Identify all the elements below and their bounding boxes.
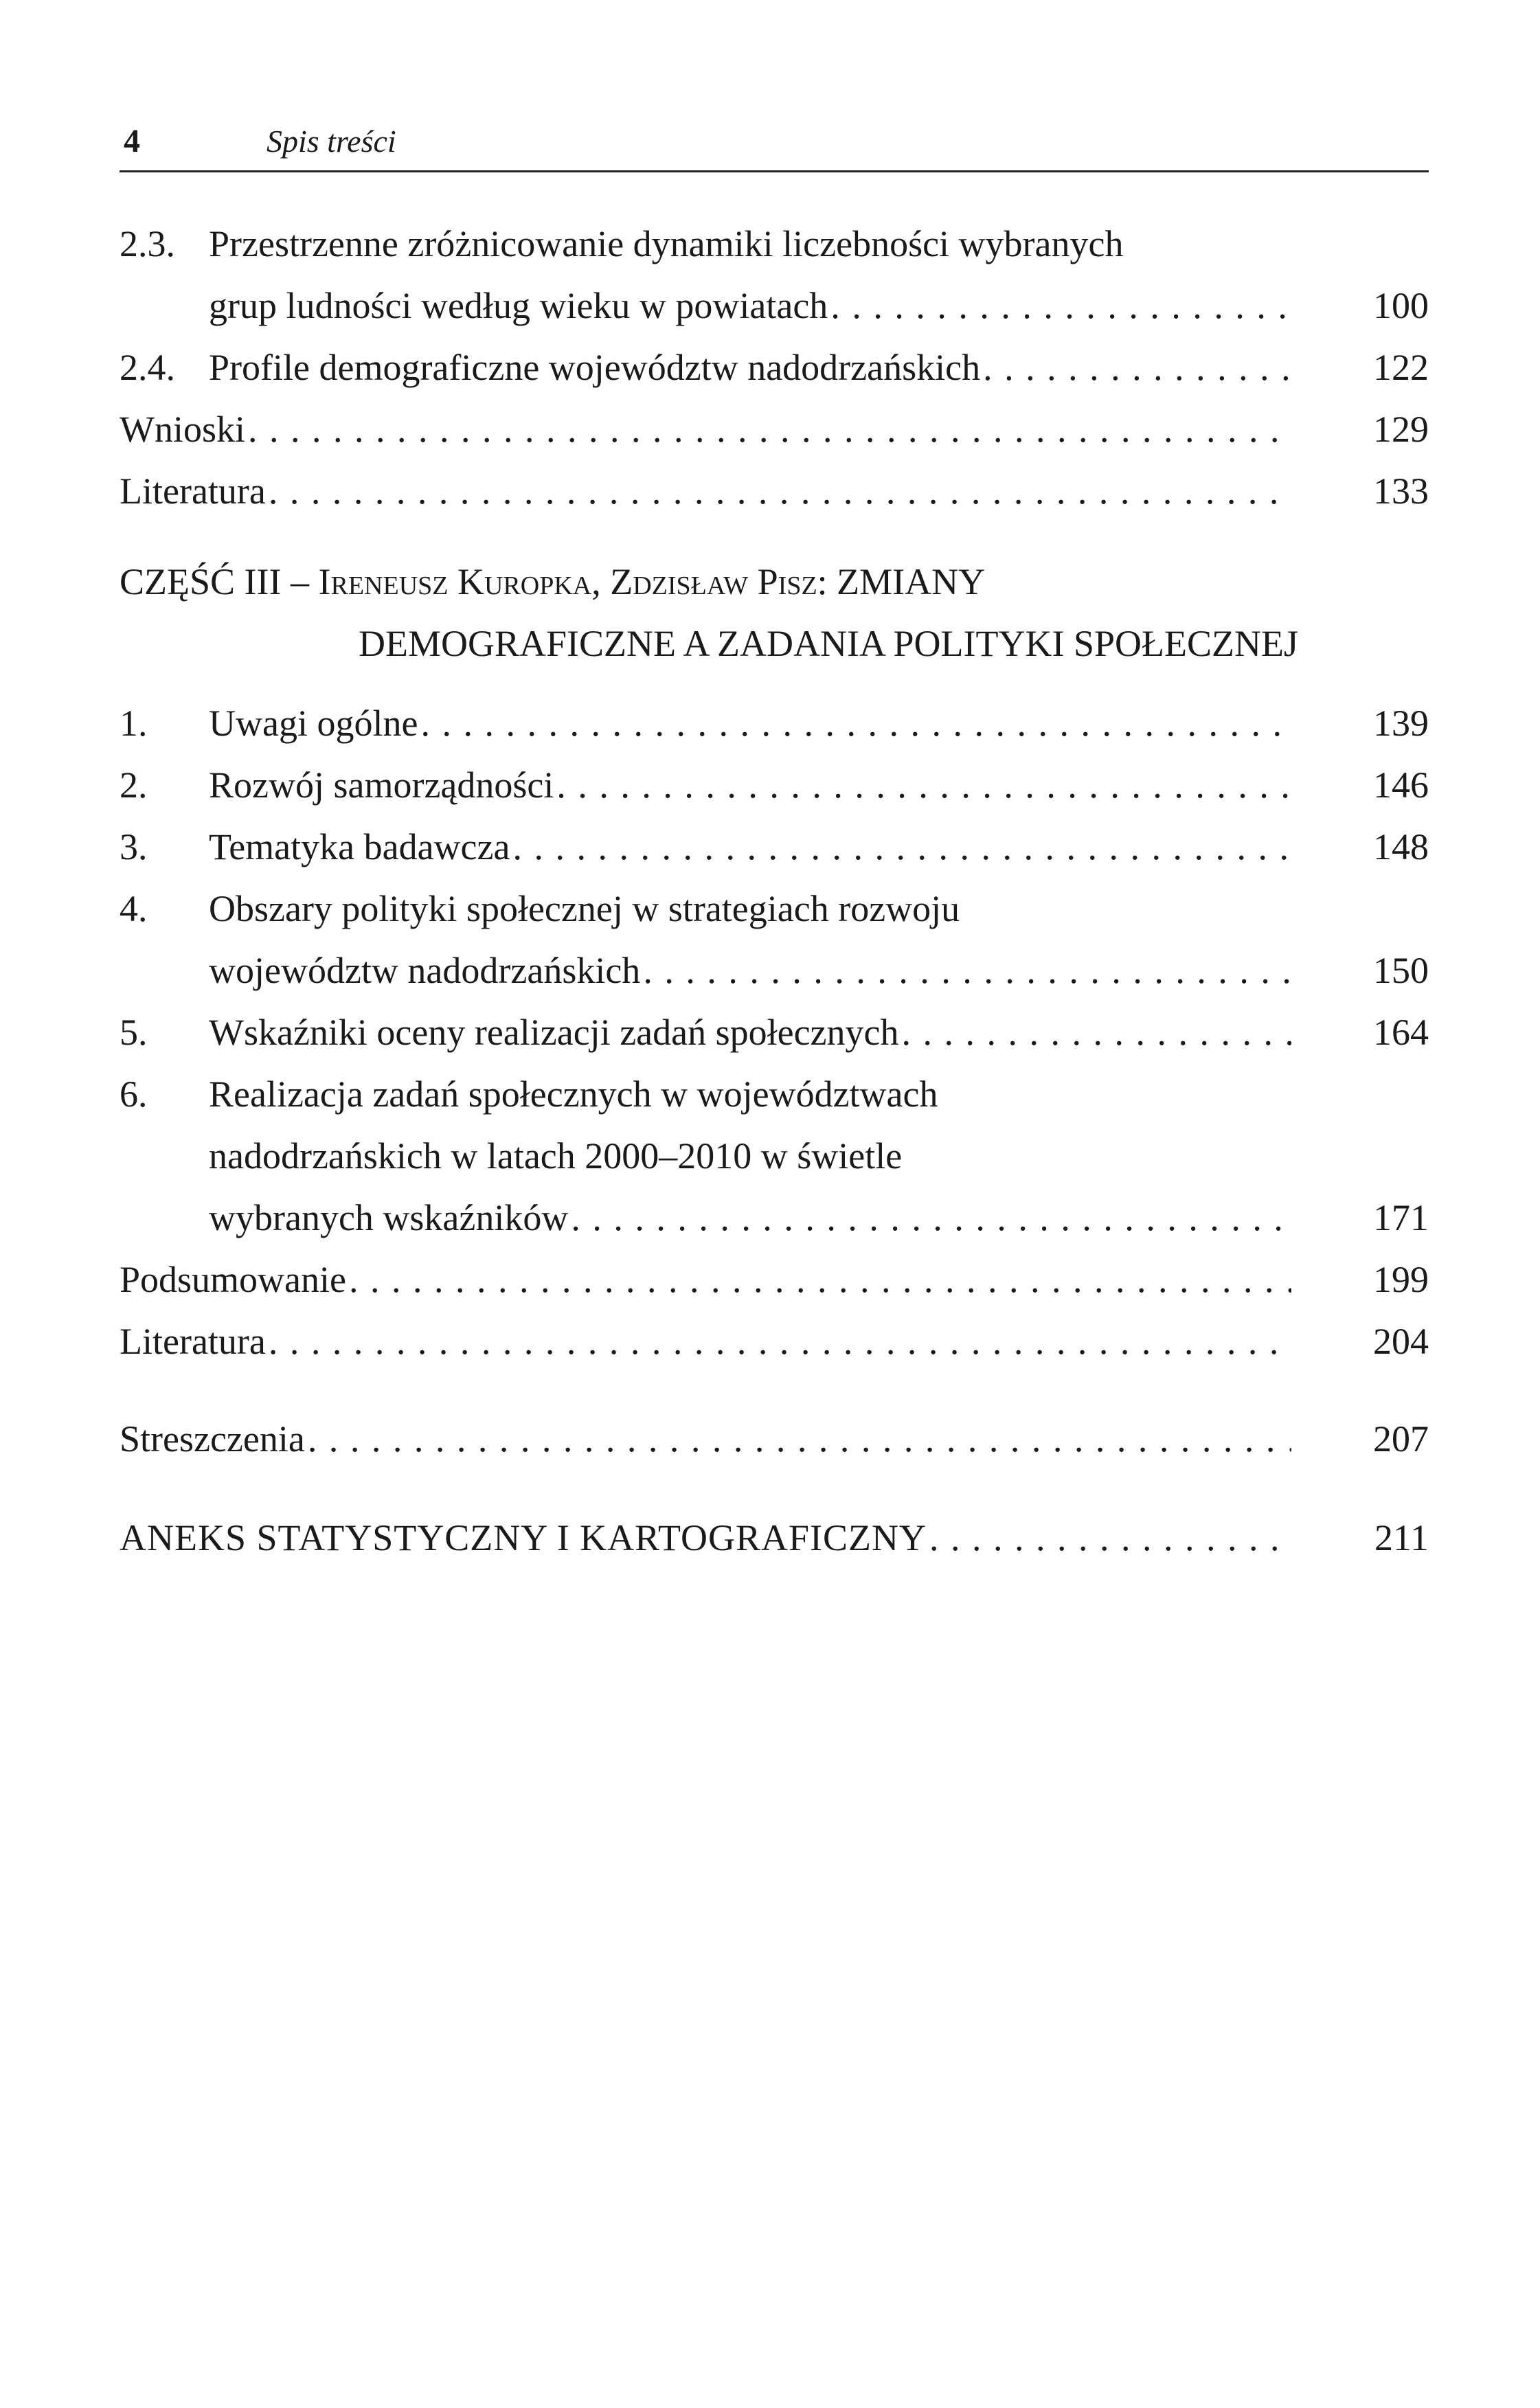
- toc-entry-6[interactable]: [120, 1187, 1429, 1249]
- toc-entry-2[interactable]: [120, 754, 1429, 816]
- part-label: CZĘŚĆ III –: [120, 561, 319, 602]
- entry-title-line: Realizacja zadań społecznych w województwach: [209, 1074, 938, 1115]
- part-authors: Ireneusz Kuropka, Zdzisław Pisz:: [318, 561, 828, 602]
- entry-number: 3.: [120, 826, 148, 867]
- dot-leader: [983, 337, 1291, 398]
- toc-entry-2-3[interactable]: [120, 275, 1429, 337]
- toc-entry-aneks[interactable]: [120, 1507, 1429, 1569]
- entry-title: ANEKS STATYSTYCZNY I KARTOGRAFICZNY: [120, 1517, 927, 1558]
- entry-number: 4.: [120, 888, 148, 929]
- entry-title: Wskaźniki oceny realizacji zadań społecznych: [209, 1012, 899, 1053]
- toc-entry-wnioski[interactable]: [120, 398, 1429, 460]
- entry-number: 2.3.: [120, 223, 175, 264]
- entry-title: województw nadodrzańskich: [209, 950, 641, 991]
- entry-number: 5.: [120, 1012, 148, 1053]
- entry-page: 150: [1373, 950, 1429, 991]
- entry-number: 6.: [120, 1074, 148, 1115]
- page-number: 4: [124, 123, 140, 159]
- dot-leader: [512, 816, 1291, 878]
- entry-title: grup ludności według wieku w powiatach: [209, 285, 828, 326]
- entry-page: 133: [1373, 470, 1429, 512]
- toc-entry-streszczenia[interactable]: [120, 1408, 1429, 1470]
- entry-page: 122: [1373, 347, 1429, 388]
- entry-title-line: Przestrzenne zróżnicowanie dynamiki liczebności wybranych: [209, 223, 1124, 264]
- toc-entry-3[interactable]: [120, 816, 1429, 878]
- entry-page: 139: [1373, 703, 1429, 744]
- toc-entry-2-4[interactable]: [120, 337, 1429, 398]
- dot-leader: [556, 754, 1291, 816]
- toc-entry-4-line1: [120, 878, 1429, 940]
- toc-entry-5[interactable]: [120, 1001, 1429, 1063]
- toc-entry-2-3-line1: [120, 213, 1429, 275]
- entry-title: Wnioski: [120, 409, 245, 450]
- entry-title: Profile demograficzne województw nadodrzańskich: [209, 347, 981, 388]
- dot-leader: [269, 1310, 1291, 1372]
- part-title-start: ZMIANY: [827, 561, 986, 602]
- entry-title: Rozwój samorządności: [209, 764, 554, 806]
- entry-title: Tematyka badawcza: [209, 826, 510, 867]
- dot-leader: [643, 940, 1291, 1001]
- toc-entry-1[interactable]: [120, 692, 1429, 754]
- entry-page: 100: [1373, 285, 1429, 326]
- entry-page: 199: [1373, 1259, 1429, 1300]
- entry-title: Literatura: [120, 1321, 266, 1362]
- entry-title: Streszczenia: [120, 1418, 305, 1459]
- part-heading-line1: [120, 551, 985, 613]
- entry-title: Uwagi ogólne: [209, 703, 418, 744]
- toc-entry-podsumowanie[interactable]: [120, 1249, 1429, 1310]
- entry-title: Podsumowanie: [120, 1259, 346, 1300]
- entry-number: 1.: [120, 703, 148, 744]
- dot-leader: [269, 460, 1291, 522]
- entry-page: 146: [1373, 764, 1429, 806]
- entry-title: Literatura: [120, 470, 266, 512]
- toc-entry-literatura-2[interactable]: [120, 1310, 1429, 1372]
- running-title: Spis treści: [267, 124, 396, 159]
- entry-page: 148: [1373, 826, 1429, 867]
- entry-page: 129: [1373, 409, 1429, 450]
- entry-page: 211: [1374, 1517, 1429, 1558]
- dot-leader: [901, 1001, 1291, 1063]
- entry-page: 171: [1373, 1197, 1429, 1238]
- entry-number: 2.4.: [120, 347, 175, 388]
- toc-entry-literatura-1[interactable]: [120, 460, 1429, 522]
- dot-leader: [349, 1249, 1291, 1310]
- dot-leader: [248, 398, 1291, 460]
- dot-leader: [420, 692, 1291, 754]
- entry-title: wybranych wskaźników: [209, 1197, 569, 1238]
- entry-page: 164: [1373, 1012, 1429, 1053]
- entry-page: 207: [1373, 1418, 1429, 1459]
- entry-page: 204: [1373, 1321, 1429, 1362]
- entry-title-line: nadodrzańskich w latach 2000–2010 w świetle: [209, 1135, 903, 1177]
- dot-leader: [571, 1187, 1291, 1249]
- dot-leader: [308, 1408, 1291, 1470]
- toc-entry-4[interactable]: [120, 940, 1429, 1001]
- running-header: [120, 115, 1429, 172]
- toc-entry-6-line2: [120, 1125, 1429, 1187]
- dot-leader: [929, 1507, 1291, 1569]
- part-heading-line2: DEMOGRAFICZNE A ZADANIA POLITYKI SPOŁECZNEJ: [359, 623, 1299, 664]
- toc-entry-6-line1: [120, 1063, 1429, 1125]
- entry-title-line: Obszary polityki społecznej w strategiach rozwoju: [209, 888, 960, 929]
- entry-number: 2.: [120, 764, 148, 806]
- dot-leader: [830, 275, 1291, 337]
